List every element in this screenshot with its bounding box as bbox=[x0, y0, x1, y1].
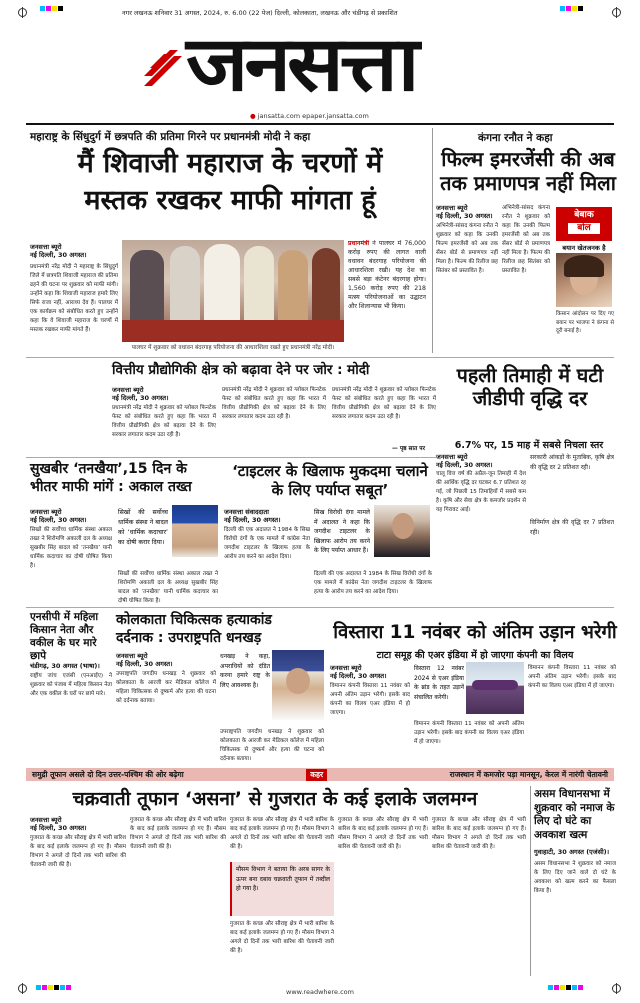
cyclone-headline[interactable]: चक्रवाती तूफान ‘असना’ से गुजरात के कई इलाके जलमग्न bbox=[72, 788, 478, 810]
registration-mark bbox=[612, 8, 621, 17]
masthead-meta: नगर लखनऊ शनिवार 31 अगस्त, 2024, रु. 6.00 (22 पेज) दिल्ली, कोलकाता, लखनऊ और चंडीगढ़ से प्रकाशित bbox=[122, 9, 398, 17]
titler-byline: जनसत्ता संवाददाता नई दिल्ली, 30 अगस्त। bbox=[224, 508, 281, 525]
kangana-byline: जनसत्ता ब्यूरो नई दिल्ली, 30 अगस्त। bbox=[436, 204, 493, 221]
fintech-headline[interactable]: वित्तीय प्रौद्योगिकी क्षेत्र को बढ़ावा देने पर जोर : मोदी bbox=[112, 362, 370, 378]
lead-kicker: महाराष्ट्र के सिंधुदुर्ग में छत्रपति की प्रतिमा गिरने पर प्रधानमंत्री मोदी ने कहा bbox=[30, 131, 311, 143]
akal-body: सिखों की सर्वोच्च धार्मिक संस्था अकाल तख्त ने शिरोमणि अकाली दल के अध्यक्ष सुखबीर सिंह बादल को ‘तनखैया’ यानी धार्मिक कदाचार का दोषी घोषित किया है। bbox=[30, 527, 112, 569]
vistara-photo-note: विस्तारा 12 नवंबर 2024 से एअर इंडिया के ब्रांड के तहत उड़ानें संचालित करेगी। bbox=[414, 665, 464, 701]
weather-strip-left[interactable]: समुद्री तूफान असले दो दिन उत्तर-पश्चिम की ओर बढ़ेगा bbox=[32, 769, 184, 779]
kolkata-byline: जनसत्ता ब्यूरो नई दिल्ली, 30 अगस्त। bbox=[116, 652, 173, 669]
lead-headline-line1[interactable]: मैं शिवाजी महाराज के चरणों में bbox=[77, 148, 383, 179]
cyclone-body-col3b: गुजरात के कच्छ और सौराष्ट्र क्षेत्र में भारी बारिश के बाद कई इलाके जलमग्न हो गए हैं। मौसम विभाग ने अगले दो दिनों तक भारी बारिश की चेतावनी जारी की है। bbox=[230, 921, 334, 954]
section-rule bbox=[26, 607, 614, 608]
lead-headline-line2[interactable]: मस्तक रखकर माफी मांगता हूं bbox=[84, 185, 376, 216]
kangana-photo[interactable] bbox=[556, 253, 612, 307]
lead-byline: जनसत्ता ब्यूरो नई दिल्ली, 30 अगस्त। bbox=[30, 243, 87, 260]
cyclone-body-col3: गुजरात के कच्छ और सौराष्ट्र क्षेत्र में भारी बारिश के बाद कई इलाके जलमग्न हो गए हैं। मौसम विभाग ने अगले दो दिनों तक भारी बारिश की चेतावनी जारी की है। bbox=[230, 817, 334, 850]
fintech-body-col3: प्रधानमंत्री नरेंद्र मोदी ने शुक्रवार को ग्लोबल फिनटेक फेस्ट को संबोधित करते हुए कहा कि भारत में वित्तीय प्रौद्योगिकी क्षेत्र को बढ़ावा देने के लिए सरकार लगातार कदम उठा रही है। bbox=[332, 387, 436, 420]
lead-photo[interactable] bbox=[122, 240, 344, 342]
cyclone-body-col2: गुजरात के कच्छ और सौराष्ट्र क्षेत्र में भारी बारिश के बाद कई इलाके जलमग्न हो गए हैं। मौसम विभाग ने अगले दो दिनों तक भारी बारिश की चेतावनी जारी की है। bbox=[130, 817, 226, 850]
weather-strip-tag: कहर bbox=[306, 769, 327, 781]
gdp-headline[interactable]: पहली तिमाही में घटी जीडीपी वृद्धि दर bbox=[456, 364, 604, 411]
akal-body-2: सिखों की सर्वोच्च धार्मिक संस्था अकाल तख्त ने शिरोमणि अकाली दल के अध्यक्ष सुखबीर सिंह बादल को ‘तनखैया’ यानी धार्मिक कदाचार का दोषी घोषित किया है। bbox=[118, 571, 218, 604]
column-divider bbox=[530, 786, 531, 976]
fintech-byline: जनसत्ता ब्यूरो नई दिल्ली, 30 अगस्त। bbox=[112, 386, 169, 403]
gdp-fact-1: सरकारी आंकड़ों के मुताबिक, कृषि क्षेत्र की वृद्धि दर 2 प्रतिशत रही। bbox=[530, 454, 614, 471]
cyclone-body-col4: गुजरात के कच्छ और सौराष्ट्र क्षेत्र में भारी बारिश के बाद कई इलाके जलमग्न हो गए हैं। मौसम विभाग ने अगले दो दिनों तक भारी बारिश की चेतावनी जारी की है। bbox=[338, 817, 428, 850]
akal-quote: सिखों की सर्वोच्च धार्मिक संस्था ने बादल को ‘धार्मिक कदाचार’ का दोषी करार दिया। bbox=[118, 509, 168, 546]
ncp-byline: चंडीगढ़, 30 अगस्त (भाषा)। bbox=[30, 662, 100, 670]
masthead-rule bbox=[26, 123, 614, 125]
kangana-headline[interactable]: फिल्म इमरजेंसी की अब तक प्रमाणपत्र नहीं मिला bbox=[440, 147, 616, 195]
titler-body: दिल्ली की एक अदालत ने 1984 के सिख विरोधी दंगों के एक मामले में कांग्रेस नेता जगदीश टाइटलर के खिलाफ हत्या के आरोप तय करने का आदेश दिया। bbox=[224, 527, 310, 560]
sukhbir-photo[interactable] bbox=[172, 505, 218, 557]
section-rule bbox=[26, 457, 436, 458]
logo-mark-icon bbox=[140, 46, 182, 88]
assam-headline[interactable]: असम विधानसभा में शुक्रवार को नमाज के लिए दो घंटे का अवकाश खत्म bbox=[534, 788, 615, 841]
footer-site[interactable]: www.readwhere.com bbox=[286, 988, 354, 996]
masthead-logo: जनसत्ता bbox=[186, 18, 416, 108]
kangana-body-col1: अभिनेत्री-सांसद कंगना रनौत ने शुक्रवार को कहा कि उनकी फिल्म इमरजेंसी को अब तक सेंसर बोर्ड से प्रमाणपत्र नहीं मिला है। फिल्म की रिलीज छह सितंबर को प्रस्तावित है। bbox=[436, 223, 498, 274]
color-bar bbox=[40, 6, 63, 11]
cyclone-body-col1: गुजरात के कच्छ और सौराष्ट्र क्षेत्र में भारी बारिश के बाद कई इलाके जलमग्न हो गए हैं। मौसम विभाग ने अगले दो दिनों तक भारी बारिश की चेतावनी जारी की है। bbox=[30, 835, 126, 868]
weather-strip-right[interactable]: राजस्थान में कमजोर पड़ा मानसून, केरल में नारंगी चेतावनी bbox=[449, 769, 608, 779]
cyclone-body-col5: गुजरात के कच्छ और सौराष्ट्र क्षेत्र में भारी बारिश के बाद कई इलाके जलमग्न हो गए हैं। मौसम विभाग ने अगले दो दिनों तक भारी बारिश की चेतावनी जारी की है। bbox=[432, 817, 526, 850]
akal-headline[interactable]: सुखबीर ‘तनखैया’,15 दिन के भीतर माफी मांगें : अकाल तख्त bbox=[30, 461, 192, 495]
gdp-fact-2: विनिर्माण क्षेत्र की वृद्धि दर 7 प्रतिशत रही। bbox=[530, 519, 614, 536]
kangana-kicker: कंगना रनौत ने कहा bbox=[478, 132, 553, 144]
cyclone-highlight-box bbox=[230, 862, 334, 916]
section-rule bbox=[26, 357, 614, 358]
titler-headline[interactable]: ‘टाइटलर के खिलाफ मुकदमा चलाने के लिए पर्याप्त सबूत’ bbox=[232, 462, 428, 499]
kolkata-body: उपराष्ट्रपति जगदीप धनखड़ ने शुक्रवार को कोलकाता के आरजी कर मेडिकल कॉलेज में महिला चिकित्सक से दुष्कर्म और हत्या की घटना को दर्दनाक बताया। bbox=[116, 671, 216, 704]
fintech-body-col2: प्रधानमंत्री नरेंद्र मोदी ने शुक्रवार को ग्लोबल फिनटेक फेस्ट को संबोधित करते हुए कहा कि भारत में वित्तीय प्रौद्योगिकी क्षेत्र को बढ़ावा देने के लिए सरकार लगातार कदम उठा रही है। bbox=[222, 387, 326, 420]
ncp-headline[interactable]: एनसीपी में महिला किसान नेता और वकील के घर मारे छापे bbox=[30, 611, 99, 663]
ncp-body: राष्ट्रीय जांच एजंसी (एनआईए) ने शुक्रवार को पंजाब में महिला किसान नेता और एक वकील के घरों पर छापे मारे। bbox=[30, 673, 112, 697]
gdp-byline: जनसत्ता ब्यूरो नई दिल्ली, 30 अगस्त। bbox=[436, 453, 493, 470]
fintech-continued[interactable]: — पृष्ठ सात पर bbox=[392, 446, 425, 452]
kangana-badge-caption: बयान खेतजनक है bbox=[562, 244, 606, 252]
titler-body-2: दिल्ली की एक अदालत ने 1984 के सिख विरोधी दंगों के एक मामले में कांग्रेस नेता जगदीश टाइटलर के खिलाफ हत्या के आरोप तय करने का आदेश दिया। bbox=[314, 571, 432, 595]
akal-byline: जनसत्ता ब्यूरो नई दिल्ली, 30 अगस्त। bbox=[30, 508, 87, 525]
titler-note: सिख विरोधी दंगा मामले में अदालत ने कहा कि जगदीश टाइटलर के खिलाफ आरोप तय करने के लिए पर्याप्त आधार हैं। bbox=[314, 509, 370, 555]
titler-photo[interactable] bbox=[374, 505, 430, 557]
cyclone-byline: जनसत्ता ब्यूरो नई दिल्ली, 30 अगस्त। bbox=[30, 816, 87, 833]
vistara-body-col1: विमानन कंपनी विस्तारा 11 नवंबर को अपनी अंतिम उड़ान भरेगी। इसके बाद कंपनी का विलय एअर इंडिया में हो जाएगा। bbox=[330, 683, 410, 716]
lead-side-note: प्रधानमंत्री ने पालघर में 76,000 करोड़ रुपए की लागत वाली वधावन बंदरगाह परियोजना की आधारशिला रखी। यह देश का सबसे बड़ा कंटेनर बंदरगाह होगा। 1,560 करोड़ रुपए की 218 मत्स्य परियोजनाओं का उद्घाटन और शिलान्यास भी किया। bbox=[348, 240, 426, 310]
dhankhar-photo[interactable] bbox=[272, 650, 324, 720]
assam-byline: गुवाहाटी, 30 अगस्त (एजंसी)। bbox=[534, 848, 610, 856]
kolkata-headline[interactable]: कोलकाता चिकित्सक हत्याकांड bbox=[116, 612, 272, 628]
kangana-badge: बेबाक बोल bbox=[556, 207, 612, 241]
vistara-body-col2: विमानन कंपनी विस्तारा 11 नवंबर को अपनी अंतिम उड़ान भरेगी। इसके बाद कंपनी का विलय एअर इंडिया में हो जाएगा। bbox=[414, 721, 524, 745]
vistara-photo[interactable] bbox=[466, 662, 524, 714]
vistara-headline[interactable]: विस्तारा 11 नवंबर को अंतिम उड़ान भरेगी bbox=[333, 622, 617, 643]
kangana-photo-note: किसान आंदोलन पर दिए गए बयान पर भाजपा ने कंगना से दूरी बनाई है। bbox=[556, 311, 614, 335]
registration-mark bbox=[18, 8, 27, 17]
gdp-subhead: 6.7% पर, 15 माह में सबसे निचला स्तर bbox=[454, 440, 604, 451]
vistara-subhead: टाटा समूह की एअर इंडिया में हो जाएगा कंपनी का विलय bbox=[376, 650, 574, 661]
assam-body: असम विधानसभा ने शुक्रवार को नमाज के लिए दिए जाने वाले दो घंटे के अवकाश को खत्म करने का फैसला किया है। bbox=[534, 861, 616, 894]
lead-photo-caption: पालघर में शुक्रवार को वधावन बंदरगाह परियोजना की आधारशिला रखते हुए प्रधानमंत्री नरेंद्र मोदी। bbox=[131, 345, 335, 351]
weather-strip bbox=[26, 768, 614, 781]
kolkata-body-2: उपराष्ट्रपति जगदीप धनखड़ ने शुक्रवार को कोलकाता के आरजी कर मेडिकल कॉलेज में महिला चिकित्सक से दुष्कर्म और हत्या की घटना को दर्दनाक बताया। bbox=[220, 729, 324, 762]
kolkata-photo-note: धनखड़ ने कहा, अपराधियों को दंडित करना हमारे राष्ट्र के लिए आवश्यक है। bbox=[220, 653, 270, 689]
cyclone-highlight: मौसम विभाग ने बताया कि अरब सागर के ऊपर बना दबाव चक्रवाती तूफान में तब्दील हो गया है। bbox=[236, 866, 330, 893]
lead-body: प्रधानमंत्री नरेंद्र मोदी ने महाराष्ट्र के सिंधुदुर्ग जिले में छत्रपति शिवाजी महाराज की प्रतिमा ढहने की घटना पर शुक्रवार को माफी मांगी। उन्होंने कहा कि शिवाजी महाराज हमारे लिए सिर्फ राजा नहीं, आराध्य देव हैं। पालघर में एक कार्यक्रम को संबोधित करते हुए उन्होंने कहा कि वे शिवाजी महाराज के चरणों में मस्तक रखकर माफी मांगते हैं। bbox=[30, 264, 118, 333]
column-divider bbox=[432, 128, 433, 353]
vistara-body-col3: विमानन कंपनी विस्तारा 11 नवंबर को अपनी अंतिम उड़ान भरेगी। इसके बाद कंपनी का विलय एअर इंडिया में हो जाएगा। bbox=[528, 665, 616, 689]
fintech-body-col1: प्रधानमंत्री नरेंद्र मोदी ने शुक्रवार को ग्लोबल फिनटेक फेस्ट को संबोधित करते हुए कहा कि भारत में वित्तीय प्रौद्योगिकी क्षेत्र को बढ़ावा देने के लिए सरकार लगातार कदम उठा रही है। bbox=[112, 405, 216, 438]
masthead-website[interactable]: ● jansatta.com epaper.jansatta.com bbox=[250, 112, 369, 120]
kangana-body-col2: अभिनेत्री-सांसद कंगना रनौत ने शुक्रवार को कहा कि उनकी फिल्म इमरजेंसी को अब तक सेंसर बोर्ड से प्रमाणपत्र नहीं मिला है। फिल्म की रिलीज छह सितंबर को प्रस्तावित है। bbox=[502, 205, 550, 274]
kolkata-subhead: दर्दनाक : उपराष्ट्रपति धनखड़ bbox=[116, 630, 262, 646]
gdp-body-col1: चालू वित्त वर्ष की अप्रैल-जून तिमाही में देश की आर्थिक वृद्धि दर घटकर 6.7 प्रतिशत रह गई, जो पिछली 15 तिमाहियों में सबसे कम है। कृषि और सेवा क्षेत्र के कमजोर प्रदर्शन से यह गिरावट आई। bbox=[436, 471, 526, 513]
color-bar bbox=[560, 6, 583, 11]
vistara-byline: जनसत्ता ब्यूरो नई दिल्ली, 30 अगस्त। bbox=[330, 664, 387, 681]
